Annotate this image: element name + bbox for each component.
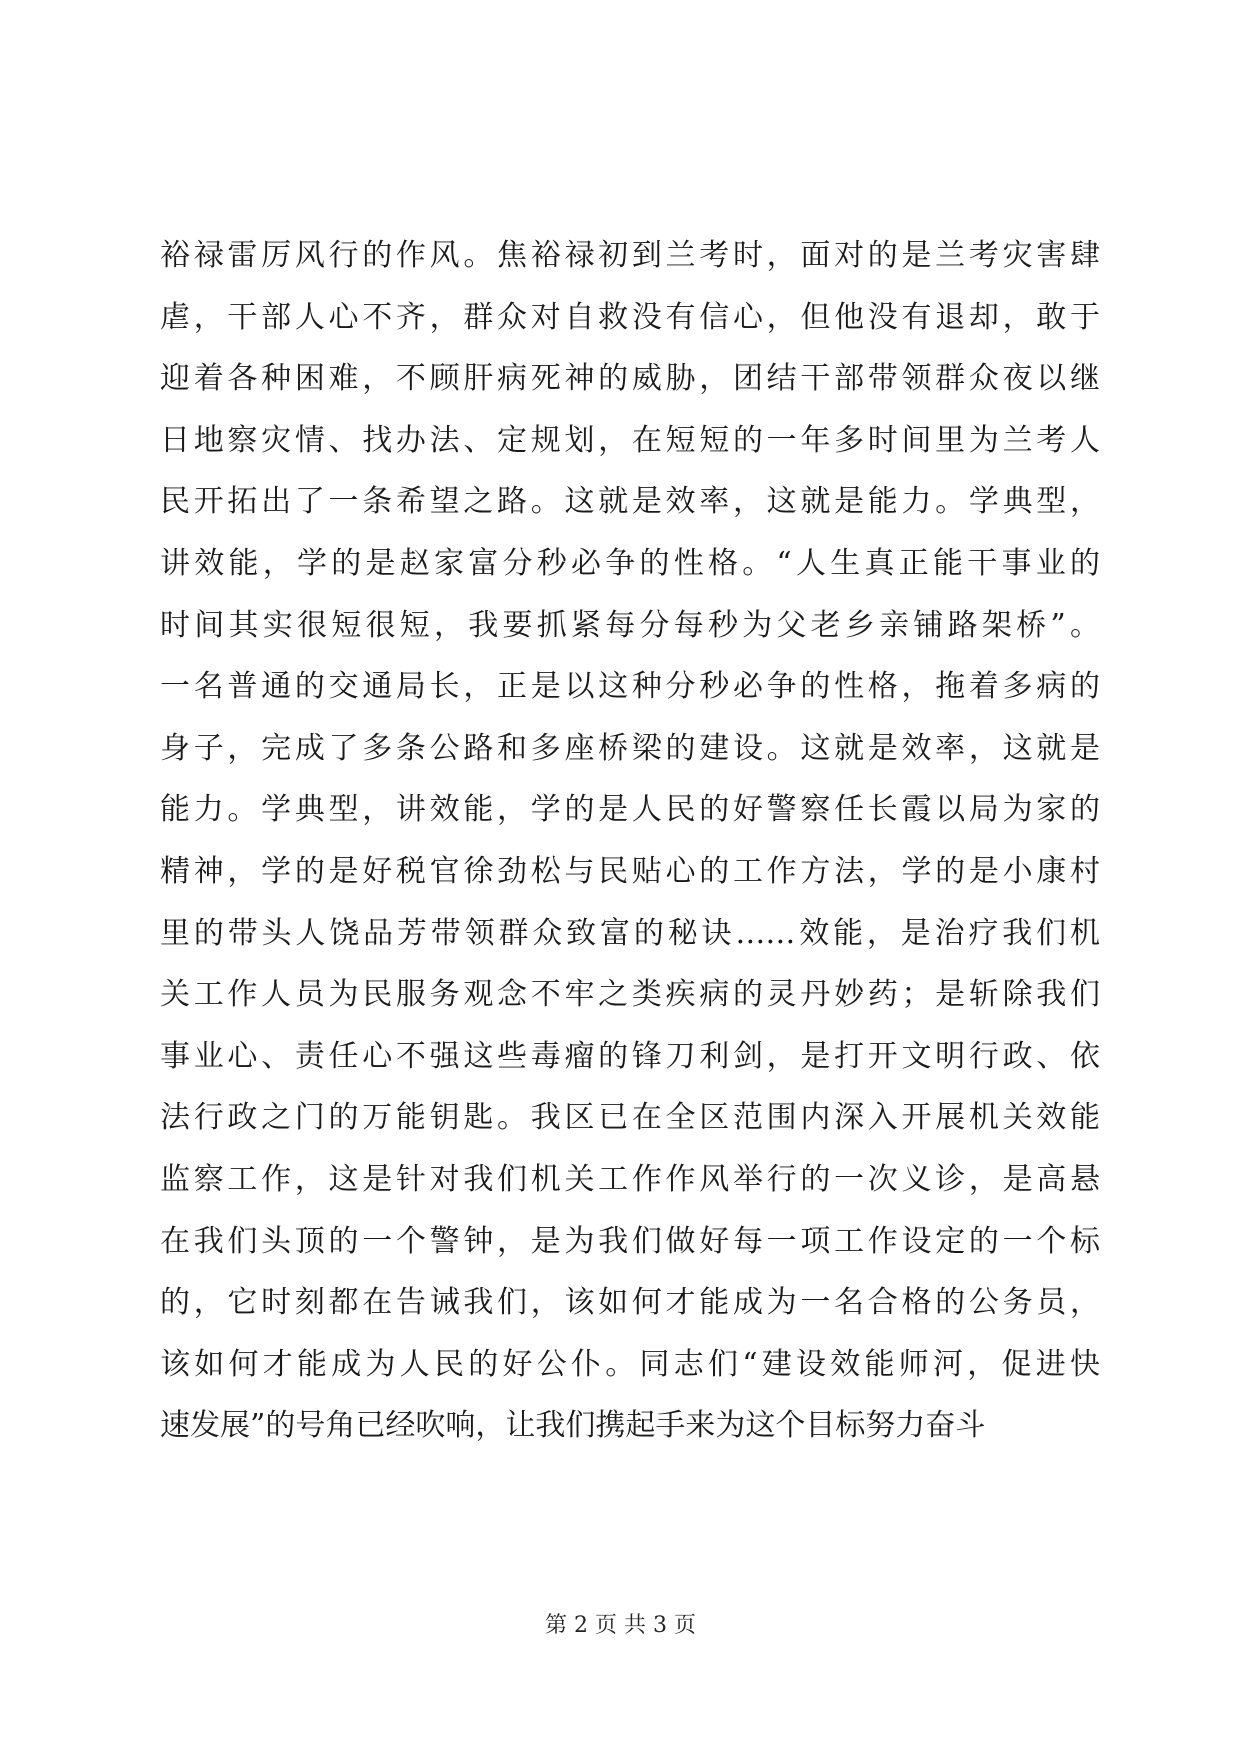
- text-line: 关工作人员为民服务观念不牢之类疾病的灵丹妙药；是斩除我们: [160, 977, 1100, 1013]
- text-line: 一名普通的交通局长，正是以这种分秒必争的性格，拖着多病的: [160, 669, 1100, 705]
- text-line: 监察工作，这是针对我们机关工作作风举行的一次义诊，是高悬: [160, 1161, 1100, 1197]
- text-line: 讲效能，学的是赵家富分秒必争的性格。“人生真正能干事业的: [160, 545, 1100, 581]
- text-line: 的，它时刻都在告诫我们，该如何才能成为一名合格的公务员，: [160, 1285, 1100, 1321]
- text-line: 事业心、责任心不强这些毒瘤的锋刀利剑，是打开文明行政、依: [160, 1038, 1100, 1074]
- text-line: 精神，学的是好税官徐劲松与民贴心的工作方法，学的是小康村: [160, 853, 1100, 889]
- text-line: 迎着各种困难，不顾肝病死神的威胁，团结干部带领群众夜以继: [160, 361, 1100, 397]
- page-number: 第 2 页 共 3 页: [545, 1613, 696, 1638]
- text-line: 能力。学典型，讲效能，学的是人民的好警察任长霞以局为家的: [160, 792, 1100, 828]
- text-line: 里的带头人饶品芳带领群众致富的秘诀……效能，是治疗我们机: [160, 915, 1100, 951]
- text-line: 身子，完成了多条公路和多座桥梁的建设。这就是效率，这就是: [160, 730, 1100, 766]
- text-line: 在我们头顶的一个警钟，是为我们做好每一项工作设定的一个标: [160, 1223, 1100, 1259]
- text-line: 日地察灾情、找办法、定规划，在短短的一年多时间里为兰考人: [160, 422, 1100, 458]
- text-line: 速发展”的号角已经吹响，让我们携起手来为这个目标努力奋斗: [160, 1408, 986, 1444]
- text-line: 该如何才能成为人民的好公仆。同志们“建设效能师河，促进快: [160, 1346, 1100, 1382]
- text-line: 时间其实很短很短，我要抓紧每分每秒为父老乡亲铺路架桥”。: [160, 607, 1100, 643]
- text-line: 法行政之门的万能钥匙。我区已在全区范围内深入开展机关效能: [160, 1100, 1100, 1136]
- text-line: 民开拓出了一条希望之路。这就是效率，这就是能力。学典型，: [160, 484, 1100, 520]
- text-line: 虐，干部人心不齐，群众对自救没有信心，但他没有退却，敢于: [160, 299, 1100, 335]
- text-line: 裕禄雷厉风行的作风。焦裕禄初到兰考时，面对的是兰考灾害肆: [160, 238, 1100, 273]
- body-text: [160, 225, 1100, 1457]
